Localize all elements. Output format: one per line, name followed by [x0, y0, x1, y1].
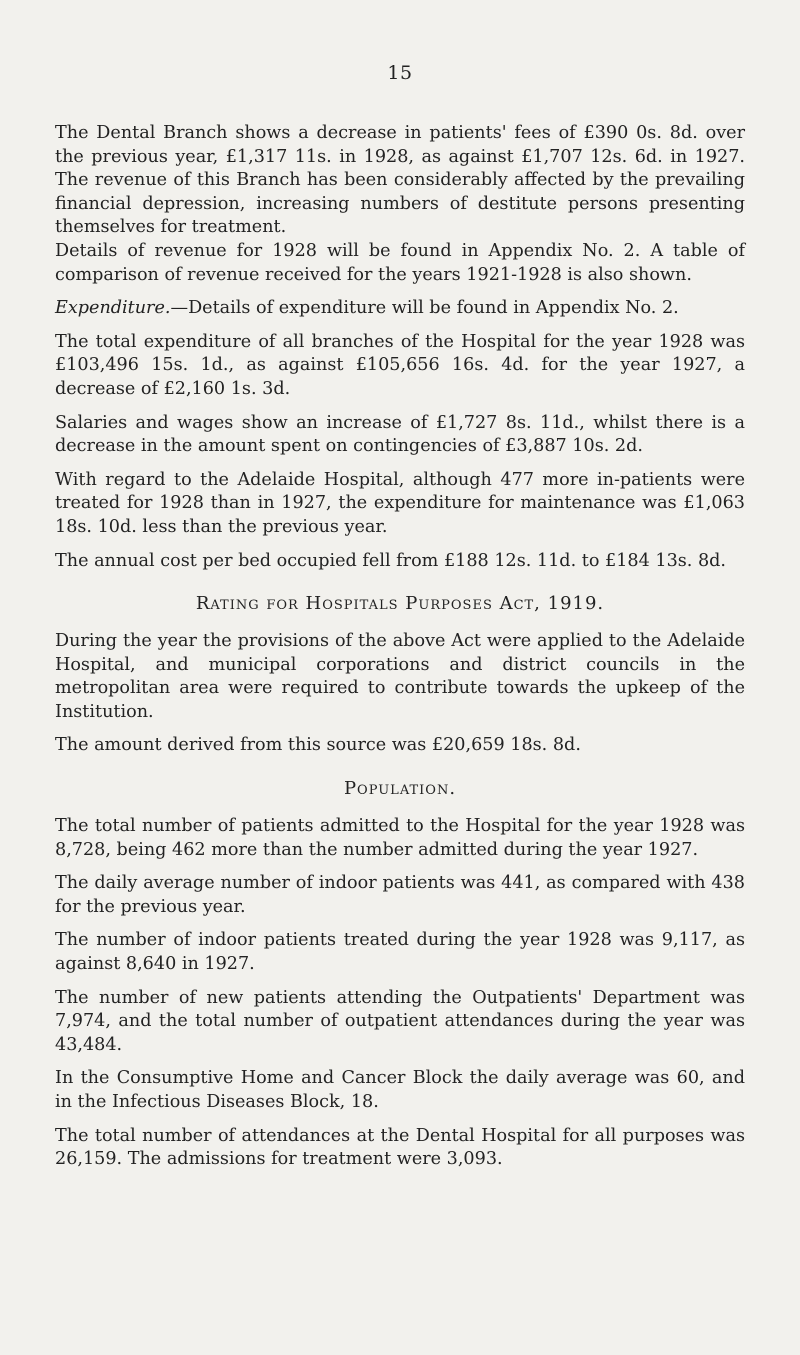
paragraph-revenue-details: Details of revenue for 1928 will be found in Appendix No. 2. A table of comparison of revenue received for the years 1921-1928 is also shown.: [55, 240, 745, 285]
heading-rating-act: Rating for Hospitals Purposes Act, 1919.: [195, 593, 605, 615]
paragraph-outpatients: The number of new patients attending the Outpatients' Department was 7,974, and the total number of outpatient attendances during the year was 43,484.: [55, 987, 745, 1055]
paragraph-expenditure: [55, 297, 745, 321]
paragraph-total-expenditure: The total expenditure of all branches of the Hospital for the year 1928 was £103,496 15s. 1d., as against £105,656 16s. 4d. for the year 1927, a decrease of £2,160 1s. 3d.: [55, 331, 745, 399]
paragraph-dental-attendances: The total number of attendances at the Dental Hospital for all purposes was 26,159. The admissions for treatment were 3,093.: [55, 1125, 745, 1170]
heading-population: Population.: [343, 778, 457, 800]
paragraph-rating-provisions: During the year the provisions of the above Act were applied to the Adelaide Hospital, and municipal corporations and district councils in the metropolitan area were required to contribute towards the upkeep of the Institution.: [55, 631, 745, 722]
paragraph-daily-average: The daily average number of indoor patients was 441, as compared with 438 for the previous year.: [55, 873, 745, 917]
expenditure-lead: Expenditure.: [55, 298, 171, 319]
paragraph-patients-admitted: The total number of patients admitted to the Hospital for the year 1928 was 8,728, being 462 more than the number admitted during the year 1927.: [55, 816, 745, 860]
document-page: [55, 62, 745, 1172]
expenditure-text: —Details of expenditure will be found in Appendix No. 2.: [170, 298, 679, 319]
paragraph-indoor-patients: The number of indoor patients treated during the year 1928 was 9,117, as against 8,640 in 1927.: [55, 930, 745, 975]
paragraph-salaries: Salaries and wages show an increase of £1,727 8s. 11d., whilst there is a decrease in the amount spent on contingencies of £3,887 10s. 2d.: [55, 412, 745, 457]
paragraph-annual-cost: The annual cost per bed occupied fell from £188 12s. 11d. to £184 13s. 8d.: [55, 550, 727, 571]
page-number: 15: [387, 62, 413, 84]
paragraph-rating-amount: The amount derived from this source was £20,659 18s. 8d.: [55, 735, 581, 756]
paragraph-dental-fees: The Dental Branch shows a decrease in patients' fees of £390 0s. 8d. over the previous year, £1,317 11s. in 1928, as against £1,707 12s. 6d. in 1927. The revenue of this Branch has been considerably affected by the prevailing financial depression, increasing numbers of destitute persons presenting themselves for treatment.: [55, 123, 745, 238]
paragraph-consumptive-home: In the Consumptive Home and Cancer Block the daily average was 60, and in the Infectious Diseases Block, 18.: [55, 1068, 745, 1112]
paragraph-adelaide-hospital: With regard to the Adelaide Hospital, although 477 more in-patients were treated for 1928 than in 1927, the expenditure for maintenance was £1,063 18s. 10d. less than the previous year.: [55, 469, 745, 537]
